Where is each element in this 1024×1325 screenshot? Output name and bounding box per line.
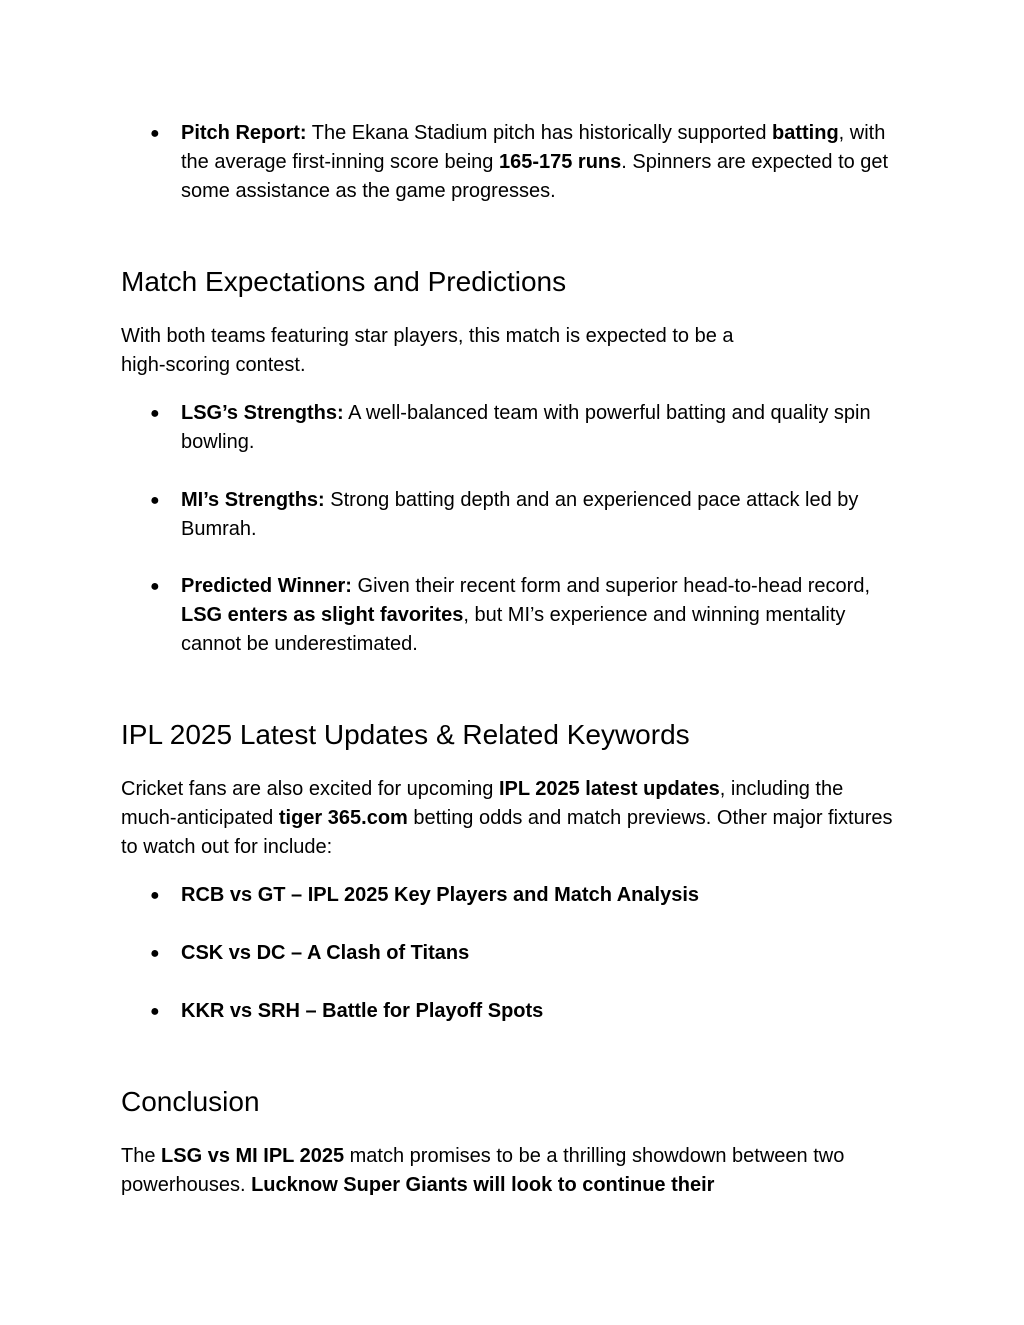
fixture-item: ● CSK vs DC – A Clash of Titans — [181, 939, 901, 968]
section-heading-updates: IPL 2025 Latest Updates & Related Keywords — [121, 719, 690, 750]
lsg-strengths-item: ● LSG’s Strengths: A well-balanced team with powerful batting and quality spin bowling. — [181, 399, 901, 457]
conclusion-paragraph: The LSG vs MI IPL 2025 match promises to be a thrilling showdown between two powerhouses. Lucknow Super Giants will look to continue their — [121, 1145, 845, 1196]
expectations-intro: With both teams featuring star players, this match is expected to be a high-scoring contest. — [121, 325, 734, 376]
fixture-item: ● KKR vs SRH – Battle for Playoff Spots — [181, 997, 901, 1026]
pitch-report-item: ● Pitch Report: The Ekana Stadium pitch has historically supported batting, with the average first-inning score being 165-175 runs. Spinners are expected to get some assistance as the game progresses. — [181, 119, 901, 206]
bullet-icon: ● — [150, 405, 160, 422]
bullet-icon: ● — [150, 492, 160, 509]
section-heading-expectations: Match Expectations and Predictions — [121, 266, 567, 297]
bullet-icon: ● — [150, 1003, 160, 1020]
bullet-icon: ● — [150, 945, 160, 962]
updates-paragraph: Cricket fans are also excited for upcoming IPL 2025 latest updates, including the much-anticipated tiger 365.com betting odds and match previews. Other major fixtures to watch out for include: — [121, 778, 893, 858]
bullet-icon: ● — [150, 887, 160, 904]
predicted-winner-item: ● Predicted Winner: Given their recent form and superior head-to-head record, LSG enters as slight favorites, but MI’s experience and winning mentality cannot be underestimated. — [181, 572, 901, 659]
fixture-item: ● RCB vs GT – IPL 2025 Key Players and Match Analysis — [181, 881, 901, 910]
pitch-report-label: Pitch Report: — [181, 122, 307, 144]
mi-strengths-item: ● MI’s Strengths: Strong batting depth and an experienced pace attack led by Bumrah. — [181, 486, 901, 544]
bullet-icon: ● — [150, 578, 160, 595]
section-heading-conclusion: Conclusion — [121, 1086, 260, 1117]
bullet-icon: ● — [150, 125, 160, 142]
